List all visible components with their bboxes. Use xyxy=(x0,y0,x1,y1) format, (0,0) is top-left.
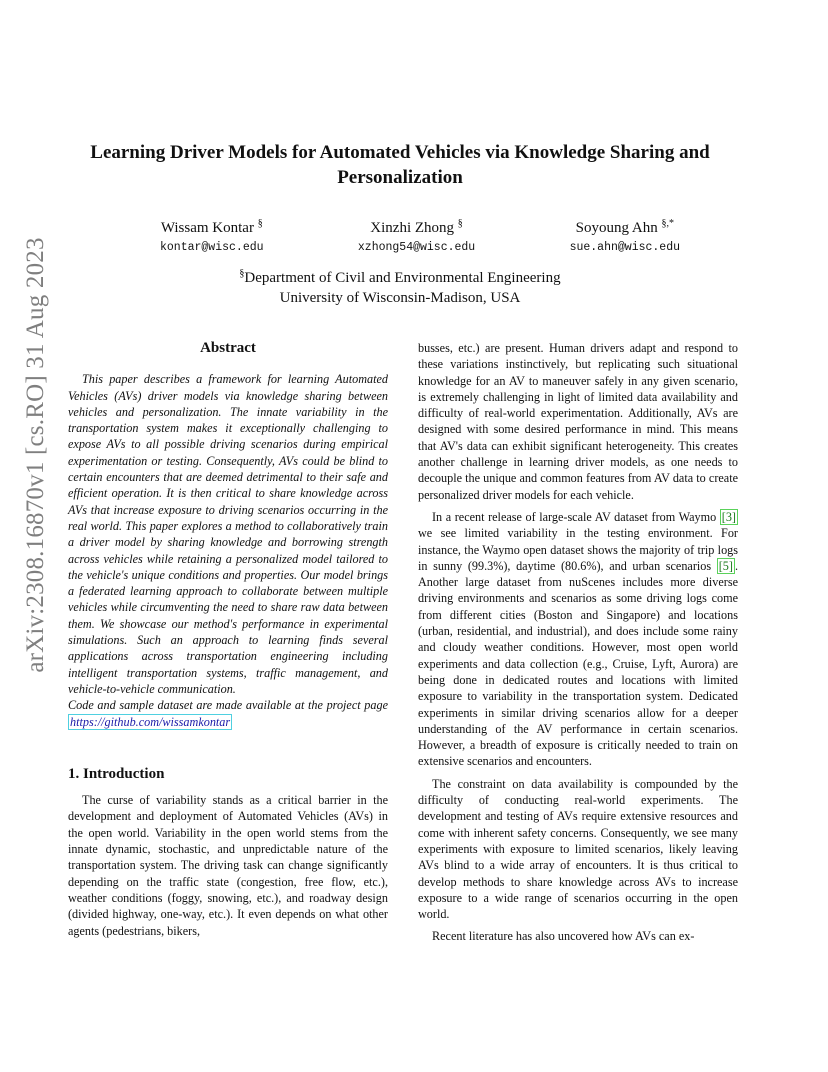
intro-paragraph-3: The constraint on data availability is compounded by the difficulty of conducting real-world experiments. The development and testing of AVs require extensive resources and come with inherent safety concerns. Consequently, we see many experiments with exposure to limited scenarios, likely leaving AVs blind to a wide array of encounters. It is thus critical to develop methods to share knowledge across AVs to increase exposure to a wide range of scenarios occurring in the open world. xyxy=(418,776,738,922)
intro-paragraph-4: Recent literature has also uncovered how AVs can ex- xyxy=(432,929,695,944)
author-3 xyxy=(570,218,680,254)
left-column xyxy=(68,340,388,945)
project-page-link[interactable]: https://github.com/wissamkontar xyxy=(70,714,231,729)
author-affiliation-mark: § xyxy=(457,218,463,229)
author-name: Wissam Kontar xyxy=(160,220,254,236)
paragraph-text: we see limited variability in the testing environment. For instance, the Waymo open dataset shows the majority of trip logs in sunny (99.3%), daytime (80.6%), and urban scenarios xyxy=(418,526,738,573)
paragraph-text: . Another large dataset from nuScenes includes more diverse driving environments and scenarios as some driving logs come from different cities (Boston and Singapore) and locations (urban, residential, and industrial), and does include some rainy and cloudy weather conditions. However, most open world experiments and data collection (e.g., Cruise, Lyft, Aurora) are being done in dedicated routes and locations with limited exposure to variability in the transportation system. Dedicated experiments in similar driving scenarios allow for a deeper understanding of the AV performance in certain scenarios. However, a breadth of exposure is critically needed to train on extensive scenarios and encounters. xyxy=(418,558,738,769)
affiliation-university: University of Wisconsin-Madison, USA xyxy=(279,290,521,306)
author-affiliation-mark: § xyxy=(257,218,263,229)
author-2 xyxy=(358,218,475,254)
author-1 xyxy=(160,218,264,254)
author-email: sue.ahn@wisc.edu xyxy=(569,241,680,254)
author-affiliation-mark: §,* xyxy=(661,218,674,229)
citation-link[interactable]: [5] xyxy=(718,558,733,573)
intro-paragraph-2 xyxy=(418,509,738,770)
author-email: kontar@wisc.edu xyxy=(160,241,264,254)
affiliation-block xyxy=(130,264,670,308)
code-availability-note xyxy=(68,697,388,730)
right-column xyxy=(418,340,738,951)
intro-paragraph-1: The curse of variability stands as a critical barrier in the development and deployment of Automated Vehicles (AVs) in the open world. Variability in the open world stems from the innate dynamic, stochastic, and unpredictable nature of the transportation system. The driving task can change significantly depending on the traffic state (congestion, free flow, etc.), weather conditions (foggy, snowing, etc.), and roadway design (divided highway, one-way, etc.). It even depends on what other agents (pedestrians, bikers, xyxy=(68,793,388,938)
author-email: xzhong54@wisc.edu xyxy=(357,241,476,254)
intro-paragraph-1-continued: busses, etc.) are present. Human drivers adapt and respond to these variations instinctively, but replicating such situational knowledge for an AV to maneuver safely in any given scenario, is extremely challenging in light of limited data availability and difficulty of real-world experimentation. Additionally, AVs are designed with some desired performance in mind. This means that AV's data can exhibit significant heterogeneity. This creates another challenge in learning driver models, as one needs to decouple the unique and common features from AV data to create personalized driver models for each vehicle. xyxy=(418,341,738,502)
author-list xyxy=(160,218,680,254)
code-note-text: Code and sample dataset are made available at the project page xyxy=(68,698,388,713)
abstract-heading: Abstract xyxy=(200,340,256,356)
arxiv-identifier-stamp xyxy=(14,140,58,770)
paper-title: Learning Driver Models for Automated Vehicles via Knowledge Sharing and Personalization xyxy=(90,142,710,188)
arxiv-identifier-text: arXiv:2308.16870v1 [cs.RO] 31 Aug 2023 xyxy=(22,237,49,673)
affiliation-department: Department of Civil and Environmental Engineering xyxy=(244,270,561,286)
abstract-text: This paper describes a framework for learning Automated Vehicles (AVs) driver models via knowledge sharing between vehicles and personalization. The innate variability in the transportation system makes it exceptionally challenging to expose AVs to all possible driving scenarios during empirical experimentation or testing. Consequently, AVs could be blind to certain encounters that are deemed detrimental to their safe and efficient operation. It is then critical to share knowledge across AVs that increase exposure to driving scenarios occurring in the real world. This paper explores a method to collaboratively train a driver model by sharing knowledge and borrowing strength across vehicles while retaining a personalized model tailored to the vehicle's unique conditions and properties. Our model brings a federated learning approach to collaborate between multiple vehicles while circumventing the need to share raw data between them. We showcase our method's performance in experimental simulations. Such an approach to learning finds several applications across transportation engineering including intelligent transportation systems, traffic management, and vehicle-to-vehicle communication. xyxy=(68,372,388,696)
citation-link[interactable]: [3] xyxy=(721,509,736,524)
introduction-heading: 1. Introduction xyxy=(68,765,165,782)
paragraph-text: In a recent release of large-scale AV dataset from Waymo xyxy=(432,509,720,524)
author-name: Soyoung Ahn xyxy=(575,220,658,236)
affiliation-mark: § xyxy=(239,268,245,279)
author-name: Xinzhi Zhong xyxy=(370,220,455,236)
